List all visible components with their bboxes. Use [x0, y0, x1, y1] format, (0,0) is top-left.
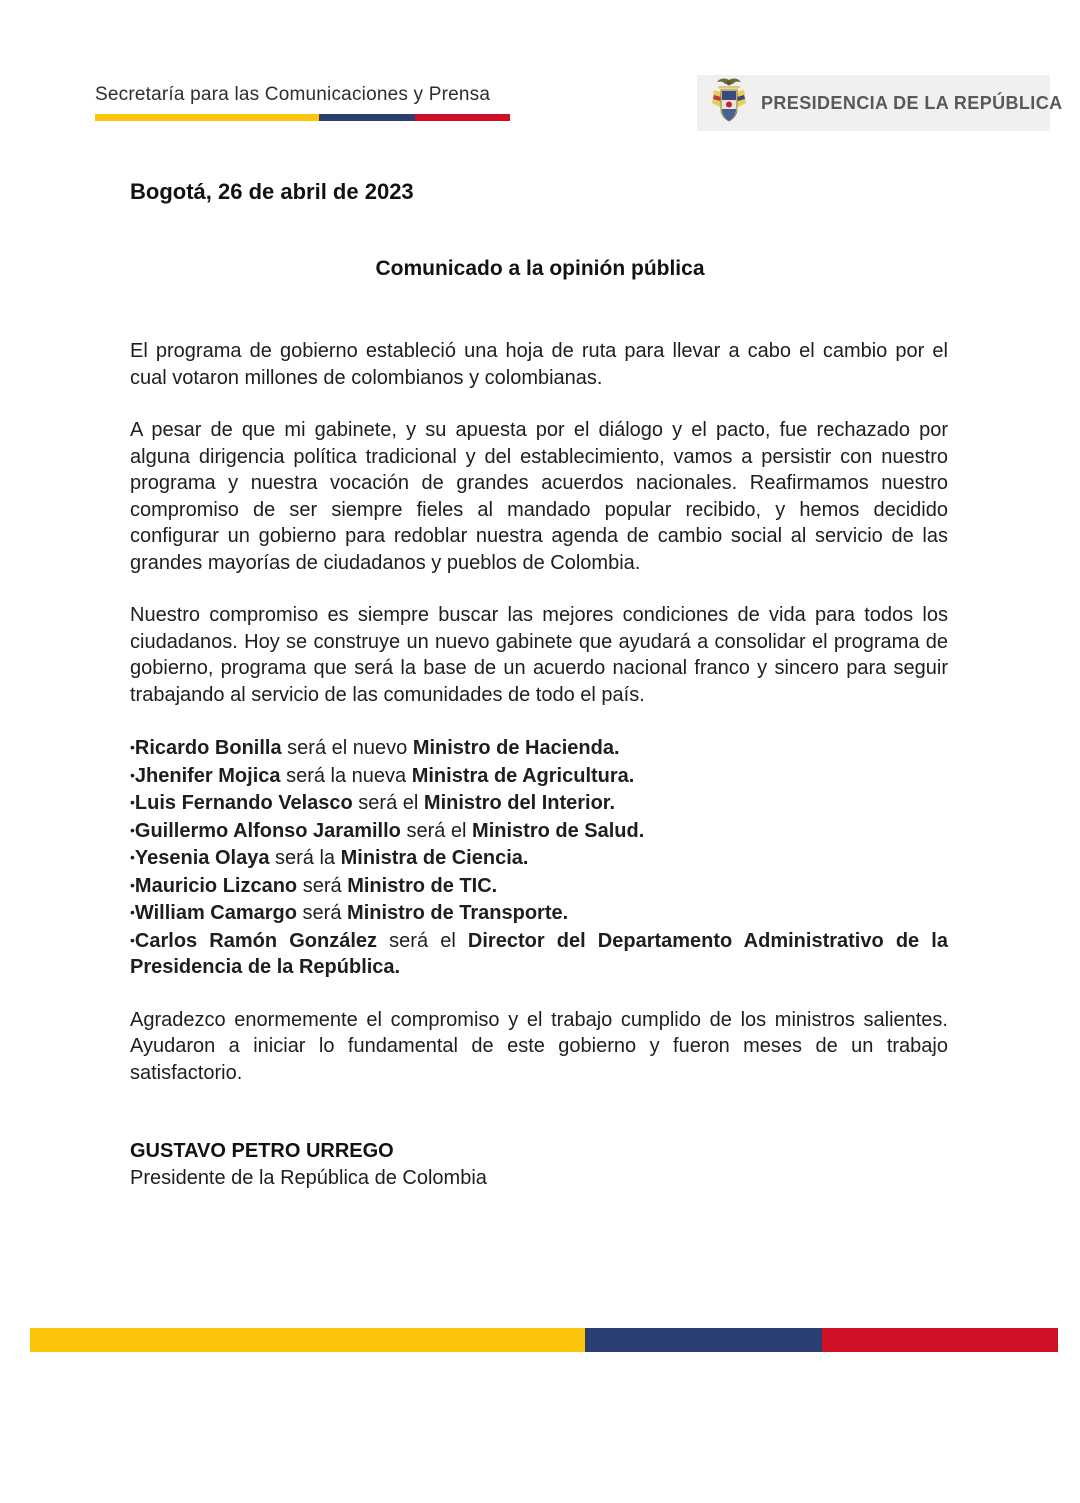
appointment-connector: será el nuevo — [281, 737, 413, 759]
paragraph-gratitude: Agradezco enormemente el compromiso y el trabajo cumplido de los ministros salientes. Ayudaron a iniciar lo fundamental de este gobierno y fueron meses de un trabajo satisfactorio. — [130, 1008, 948, 1084]
appointment-connector: será el — [377, 929, 468, 952]
footer-flag-bar — [30, 1328, 1058, 1352]
flag-yellow-segment — [95, 114, 319, 121]
appointment-role: Ministro de Transporte. — [347, 902, 569, 924]
appointee-name: Mauricio Lizcano — [134, 874, 298, 897]
flag-red-segment — [415, 114, 510, 121]
appointee-name: Yesenia Olaya — [134, 847, 270, 869]
appointment-item — [130, 762, 948, 790]
appointment-item — [130, 899, 948, 927]
header-flag-bar — [95, 114, 510, 121]
secretariat-title: Secretaría para las Comunicaciones y Prensa — [95, 84, 491, 105]
document-title: Comunicado a la opinión pública — [375, 257, 705, 280]
appointee-name: Carlos Ramón González — [134, 929, 378, 952]
bullet-icon: • — [130, 821, 135, 838]
appointment-item — [130, 789, 948, 817]
appointment-item — [130, 817, 948, 845]
bullet-icon: • — [130, 739, 135, 755]
appointment-role: Director del Departamento Administrativo de la Presidencia de la República. — [130, 929, 948, 978]
appointment-item — [130, 734, 948, 762]
bullet-icon: • — [130, 876, 135, 893]
appointment-connector: será la — [269, 847, 341, 869]
appointee-name: Luis Fernando Velasco — [134, 792, 353, 814]
presidency-badge — [697, 75, 1063, 131]
bullet-icon: • — [130, 766, 135, 783]
signature-block — [130, 1138, 948, 1191]
appointment-role: Ministra de Ciencia. — [340, 847, 529, 869]
signature-name: GUSTAVO PETRO URREGO — [130, 1140, 394, 1162]
bullet-icon: • — [130, 849, 135, 865]
appointee-name: Ricardo Bonilla — [134, 737, 282, 759]
appointment-role: Ministro del Interior. — [423, 792, 616, 814]
appointee-name: William Camargo — [134, 902, 297, 924]
appointment-connector: será — [297, 902, 348, 924]
appointee-name: Guillermo Alfonso Jaramillo — [134, 819, 401, 842]
bullet-icon: • — [130, 794, 135, 810]
appointment-item — [130, 844, 948, 872]
signature-title: Presidente de la República de Colombia — [130, 1166, 487, 1189]
appointment-connector: será el — [400, 819, 473, 842]
flag-blue-segment — [319, 114, 414, 121]
bullet-icon: • — [130, 904, 135, 920]
appointment-connector: será — [297, 874, 348, 897]
paragraph-cabinet: A pesar de que mi gabinete, y su apuesta por el diálogo y el pacto, fue rechazado por alguna dirigencia política tradicional y del establecimiento, vamos a persistir con nuestro programa y nuestra vocación de grandes acuerdos nacionales. Reafirmamos nuestro compromiso de ser siempre fieles al mandado popular recibido, y hemos decidido configurar un gobierno para redoblar nuestra agenda de cambio social al servicio de las grandes mayorías de ciudadanos y pueblos de Colombia. — [130, 419, 948, 574]
appointment-role: Ministro de Hacienda. — [412, 737, 620, 759]
bullet-icon: • — [130, 931, 135, 948]
appointment-role: Ministro de Salud. — [472, 819, 645, 842]
appointments-list — [130, 734, 948, 981]
paragraph-commitment: Nuestro compromiso es siempre buscar las mejores condiciones de vida para todos los ciudadanos. Hoy se construye un nuevo gabinete que ayudará a consolidar el programa de gobierno, programa que será la base de un acuerdo nacional franco y sincero para seguir trabajando al servicio de las comunidades de todo el país. — [130, 604, 948, 706]
appointment-connector: será la nueva — [280, 764, 412, 787]
colombia-coat-of-arms-icon — [710, 77, 748, 130]
appointment-role: Ministra de Agricultura. — [411, 764, 635, 787]
flag-blue-segment — [585, 1328, 821, 1352]
presidency-title: PRESIDENCIA DE LA REPÚBLICA — [761, 92, 1063, 113]
document-body — [130, 338, 948, 1191]
appointment-connector: será el — [352, 792, 424, 814]
appointment-item — [130, 927, 948, 981]
appointment-role: Ministro de TIC. — [347, 874, 498, 897]
flag-red-segment — [822, 1328, 1058, 1352]
appointee-name: Jhenifer Mojica — [134, 764, 281, 787]
secretariat-header — [95, 84, 510, 121]
date-line: Bogotá, 26 de abril de 2023 — [130, 179, 414, 204]
appointment-item — [130, 872, 948, 900]
flag-yellow-segment — [30, 1328, 585, 1352]
paragraph-roadmap: El programa de gobierno estableció una hoja de ruta para llevar a cabo el cambio por el cual votaron millones de colombianos y colombianas. — [130, 340, 948, 389]
